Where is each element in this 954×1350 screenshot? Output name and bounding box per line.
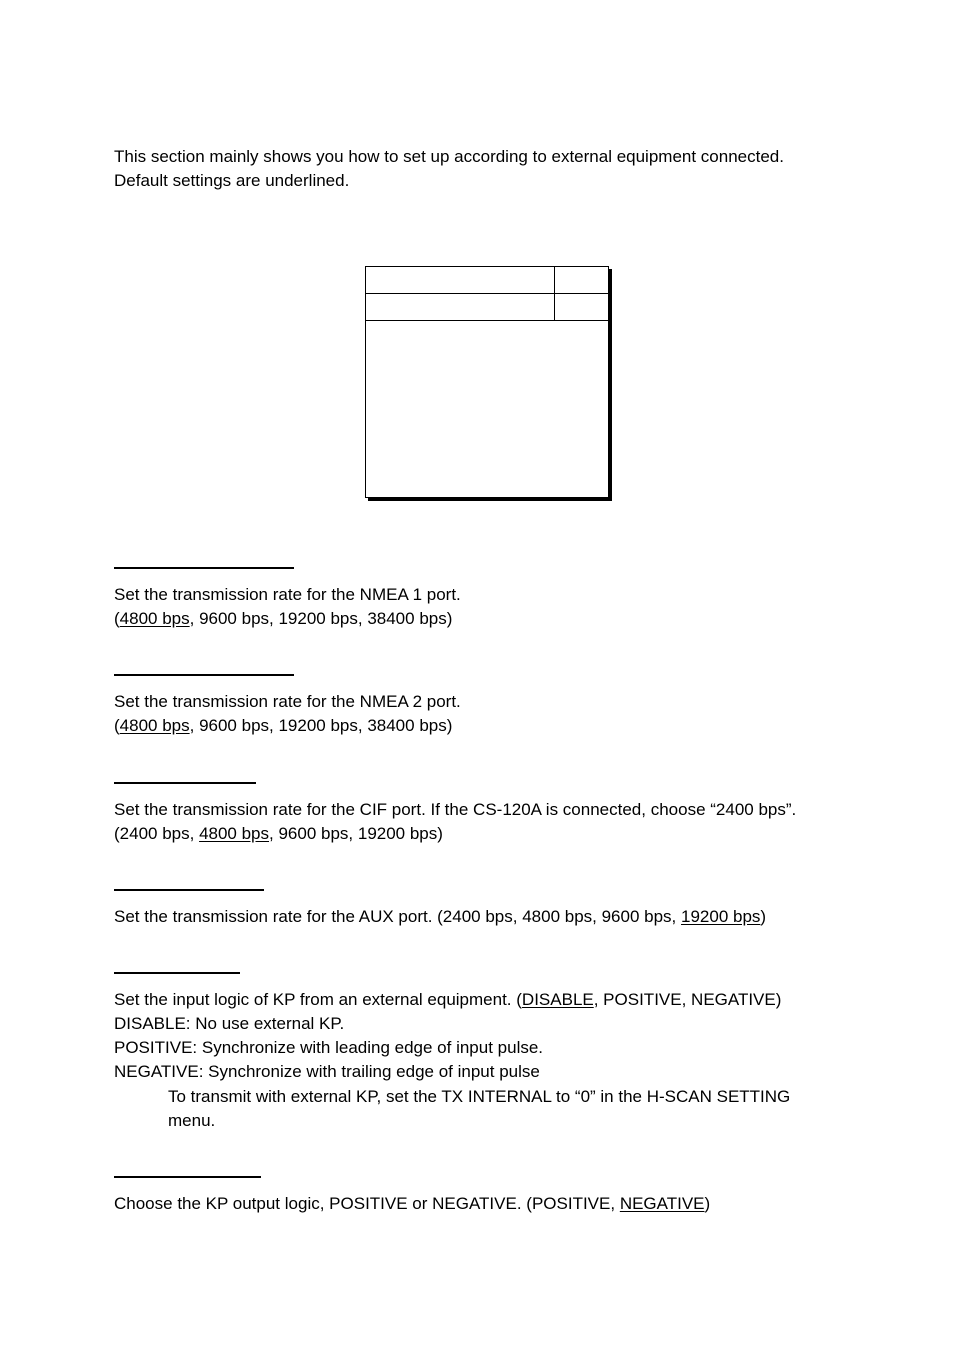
heading-rule-nmea1	[114, 567, 294, 569]
intro-line-1: This section mainly shows you how to set up according to external equipment connected.	[114, 147, 784, 166]
kp-input-negative: NEGATIVE: Synchronize with trailing edge of input pulse	[114, 1062, 540, 1081]
menu-figure	[365, 266, 609, 498]
kp-input-positive: POSITIVE: Synchronize with leading edge of input pulse.	[114, 1038, 544, 1057]
nmea2-description: Set the transmission rate for the NMEA 2 port.	[114, 692, 461, 711]
kp-input-disable: DISABLE: No use external KP.	[114, 1014, 345, 1033]
heading-rule-nmea2	[114, 674, 294, 676]
aux-default-option: 19200 bps	[681, 907, 761, 926]
heading-rule-cif	[114, 782, 256, 784]
cif-description: Set the transmission rate for the CIF port. If the CS-120A is connected, choose “2400 bps”.	[114, 800, 797, 819]
cif-default-option: 4800 bps	[199, 824, 270, 843]
nmea2-default-option: 4800 bps	[119, 716, 190, 735]
kp-input-note-line-1: To transmit with external KP, set the TX INTERNAL to “0” in the H-SCAN SETTING	[168, 1087, 791, 1106]
kp-input-description: Set the input logic of KP from an external equipment. (DISABLE, POSITIVE, NEGATIVE)	[114, 990, 782, 1009]
nmea2-options: (4800 bps, 9600 bps, 19200 bps, 38400 bps)	[114, 716, 453, 735]
heading-rule-kp-input	[114, 972, 240, 974]
kp-input-default-option: DISABLE	[521, 990, 594, 1009]
menu-row-1	[366, 267, 608, 294]
intro-line-2: Default settings are underlined.	[114, 171, 350, 190]
heading-rule-kp-output	[114, 1176, 261, 1178]
kp-output-description: Choose the KP output logic, POSITIVE or NEGATIVE. (POSITIVE, NEGATIVE)	[114, 1194, 711, 1213]
aux-description: Set the transmission rate for the AUX port. (2400 bps, 4800 bps, 9600 bps, 19200 bps)	[114, 907, 767, 926]
nmea1-default-option: 4800 bps	[119, 609, 190, 628]
nmea1-options: (4800 bps, 9600 bps, 19200 bps, 38400 bps)	[114, 609, 453, 628]
heading-rule-aux	[114, 889, 264, 891]
cif-options: (2400 bps, 4800 bps, 9600 bps, 19200 bps)	[114, 824, 443, 843]
kp-input-note-line-2: menu.	[168, 1111, 216, 1130]
kp-output-default-option: NEGATIVE	[619, 1194, 705, 1213]
menu-row-2	[366, 294, 608, 321]
nmea1-description: Set the transmission rate for the NMEA 1 port.	[114, 585, 461, 604]
